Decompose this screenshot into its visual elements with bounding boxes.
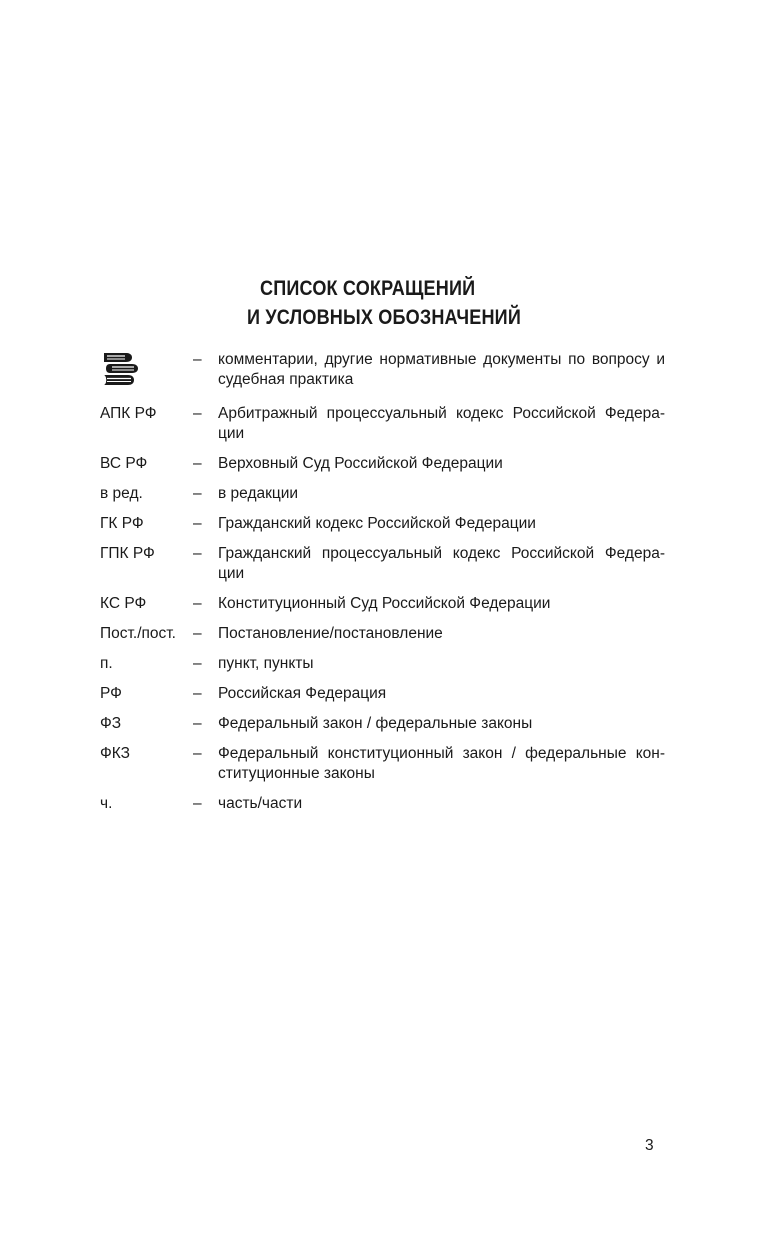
abbreviation-description: Постановление/постановление: [218, 625, 443, 642]
abbreviation-entry: [100, 544, 665, 584]
dash: –: [193, 745, 202, 762]
abbreviation-term: [100, 350, 193, 396]
abbreviation-entry: [100, 514, 665, 534]
abbreviation-description: Российская Федерация: [218, 685, 387, 702]
page-title: [54, 274, 714, 332]
dash: –: [193, 625, 202, 642]
abbreviation-term: ГПК РФ: [100, 545, 155, 562]
page-number: 3: [645, 1137, 654, 1154]
abbreviation-entry: [100, 594, 665, 614]
dash: –: [193, 351, 202, 368]
dash: –: [193, 455, 202, 472]
abbreviation-description: Арбитражный процессуальный кодекс Российской Федера-ции: [218, 405, 665, 442]
abbreviation-list: [100, 350, 665, 824]
abbreviation-term: в ред.: [100, 485, 143, 502]
dash: –: [193, 515, 202, 532]
abbreviation-term: Пост./пост.: [100, 625, 176, 642]
dash: –: [193, 685, 202, 702]
abbreviation-entry: [100, 350, 665, 396]
abbreviation-entry: [100, 654, 665, 674]
abbreviation-entry: [100, 484, 665, 504]
abbreviation-term: ГК РФ: [100, 515, 144, 532]
title-line-1: СПИСОК СОКРАЩЕНИЙ: [260, 277, 476, 300]
abbreviation-description: Верховный Суд Российской Федерации: [218, 455, 503, 472]
abbreviation-term: АПК РФ: [100, 405, 157, 422]
abbreviation-entry: [100, 454, 665, 474]
dash: –: [193, 715, 202, 732]
dash: –: [193, 405, 202, 422]
abbreviation-description: комментарии, другие нормативные документы по вопросу и судебная практика: [218, 351, 665, 388]
abbreviation-description: часть/части: [218, 795, 303, 812]
abbreviation-term: КС РФ: [100, 595, 147, 612]
abbreviation-term: п.: [100, 655, 113, 672]
title-line-2: И УСЛОВНЫХ ОБОЗНАЧЕНИЙ: [246, 306, 521, 329]
abbreviation-term: ч.: [100, 795, 113, 812]
abbreviation-description: Конституционный Суд Российской Федерации: [218, 595, 551, 612]
abbreviation-term: ФЗ: [100, 715, 122, 732]
abbreviation-entry: [100, 404, 665, 444]
abbreviation-term: ВС РФ: [100, 455, 148, 472]
abbreviation-description: пункт, пункты: [218, 655, 314, 672]
dash: –: [193, 795, 202, 812]
dash: –: [193, 595, 202, 612]
abbreviation-term: ФКЗ: [100, 745, 131, 762]
dash: –: [193, 545, 202, 562]
abbreviation-entry: [100, 624, 665, 644]
abbreviation-description: Федеральный конституционный закон / федеральные кон-ституционные законы: [218, 745, 665, 782]
dash: –: [193, 485, 202, 502]
abbreviation-description: Федеральный закон / федеральные законы: [218, 715, 533, 732]
abbreviation-description: в редакции: [218, 485, 299, 502]
abbreviation-entry: [100, 714, 665, 734]
abbreviation-entry: [100, 744, 665, 784]
abbreviation-description: Гражданский процессуальный кодекс Российской Федера-ции: [218, 545, 665, 582]
abbreviation-entry: [100, 684, 665, 704]
abbreviation-entry: [100, 794, 665, 814]
abbreviation-description: Гражданский кодекс Российской Федерации: [218, 515, 536, 532]
dash: –: [193, 655, 202, 672]
books-icon: [100, 350, 140, 390]
abbreviation-term: РФ: [100, 685, 122, 702]
